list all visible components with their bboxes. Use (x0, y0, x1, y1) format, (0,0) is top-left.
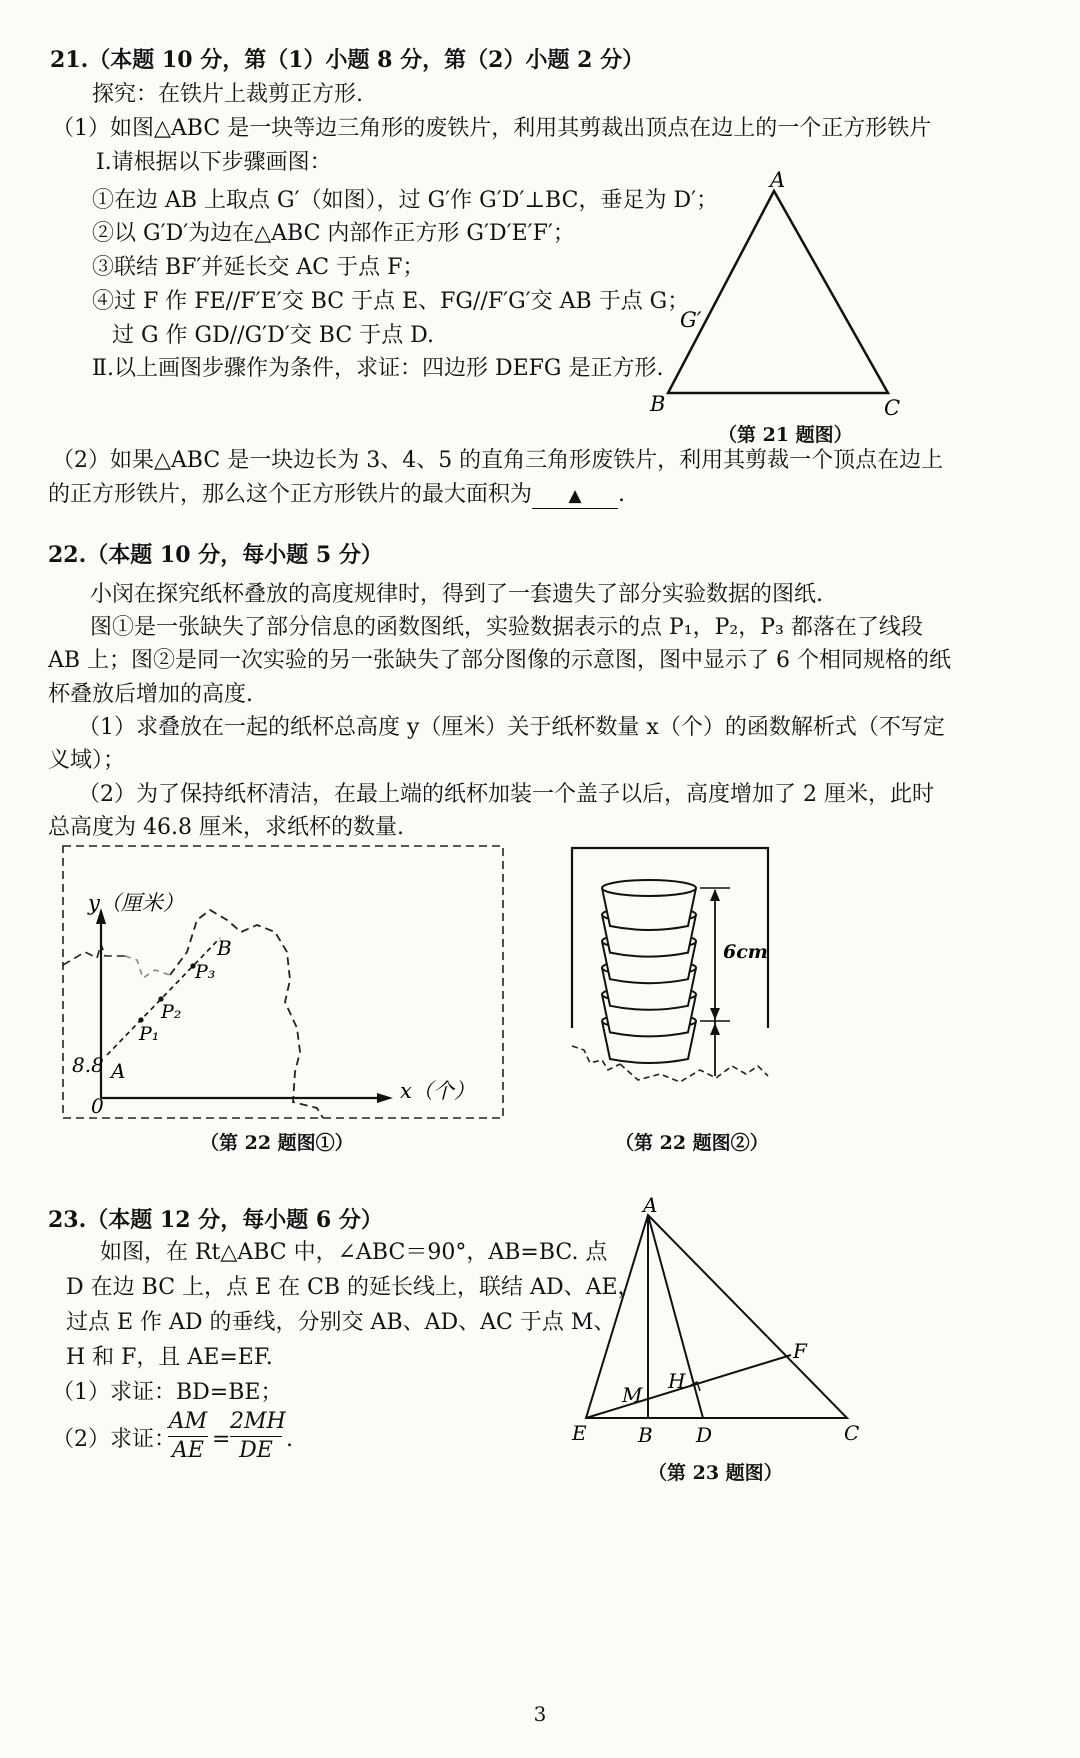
q21-part1: （1）如图△ABC 是一块等边三角形的废铁片，利用其剪裁出顶点在边上的一个正方形铁片 (52, 116, 932, 141)
q21-step-4: ④过 F 作 FE//F′E′交 BC 于点 E、FG//F′G′交 AB 于点 G； (92, 289, 690, 314)
q21-step-5: 过 G 作 GD//G′D′交 BC 于点 D. (112, 323, 435, 348)
q22-line-4: 杯叠放后增加的高度. (48, 682, 253, 707)
torn-edge-right (170, 910, 323, 1118)
q22-cups-figure (560, 838, 790, 1098)
x-axis-arrow (377, 1093, 393, 1103)
label-p3: P₃ (195, 961, 216, 983)
answer-blank: ▲ (532, 484, 618, 509)
q21-step-I: Ⅰ.请根据以下步骤画图： (96, 150, 332, 175)
fraction-right-numerator: 2MH (230, 1409, 286, 1434)
x-axis-label: x（个） (400, 1079, 475, 1103)
height-label: 6cm (723, 941, 768, 963)
q23-figure-caption: （第 23 题图） (648, 1462, 783, 1484)
dimension-arrow-lower (710, 1023, 720, 1035)
fraction-left-denominator: AE (168, 1436, 208, 1465)
y-axis-label: y（厘米） (88, 891, 184, 915)
q22-figure2-caption: （第 22 题图②） (615, 1132, 769, 1154)
q21-header: 21.（本题 10 分，第（1）小题 8 分，第（2）小题 2 分） (50, 47, 645, 73)
q23-part1: （1）求证：BD=BE； (52, 1380, 283, 1405)
page-number: 3 (533, 1702, 547, 1726)
cup-stack (602, 880, 696, 1063)
q21-part2-end: . (618, 482, 626, 507)
fraction-right-denominator: DE (230, 1436, 282, 1465)
q23-part2-prefix: （2）求证： (52, 1427, 176, 1452)
label-b: B (650, 392, 666, 416)
label-a: A (111, 1059, 126, 1083)
fraction-2mh-de (230, 1408, 286, 1465)
equals-sign: = (212, 1427, 231, 1452)
label-e: E (572, 1421, 587, 1445)
torn-edge-left (63, 944, 125, 965)
q22-graph-figure (55, 840, 515, 1130)
label-p1: P₁ (139, 1023, 160, 1045)
label-a: A (770, 168, 786, 192)
y-intercept-label: 8.8 (72, 1053, 104, 1077)
origin-label: 0 (91, 1094, 104, 1118)
q22-line-3: AB 上；图②是同一次实验的另一张缺失了部分图像的示意图，图中显示了 6 个相同规格的纸 (48, 648, 952, 673)
q21-figure-caption: （第 21 题图） (718, 424, 853, 446)
label-h: H (668, 1369, 686, 1393)
q23-line-3: 过点 E 作 AD 的垂线，分别交 AB、AD、AC 于点 M、 (66, 1310, 616, 1335)
q23-header: 23.（本题 12 分，每小题 6 分） (48, 1207, 383, 1233)
q23-line-1: 如图，在 Rt△ABC 中，∠ABC＝90°，AB=BC. 点 (100, 1240, 608, 1265)
cup-rim (602, 880, 696, 896)
fraction-am-ae (168, 1408, 208, 1465)
q22-header: 22.（本题 10 分，每小题 5 分） (48, 542, 383, 568)
q21-part2-text: 的正方形铁片，那么这个正方形铁片的最大面积为 (48, 482, 533, 507)
q21-step-1: ①在边 AB 上取点 G′（如图），过 G′作 G′D′⊥BC，垂足为 D′； (92, 188, 719, 213)
q22-line-2: 图①是一张缺失了部分信息的函数图纸，实验数据表示的点 P₁，P₂，P₃ 都落在了线段 (90, 615, 923, 640)
label-c: C (844, 1421, 860, 1445)
label-g-prime: G′ (680, 308, 702, 332)
dimension-arrow-up (710, 889, 720, 901)
q21-part2-line1: （2）如果△ABC 是一块边长为 3、4、5 的直角三角形废铁片，利用其剪裁一个顶点在边上 (52, 448, 944, 473)
torn-edge-bottom (620, 1064, 768, 1082)
label-a: A (643, 1193, 658, 1217)
q21-intro: 探究：在铁片上裁剪正方形. (92, 82, 363, 107)
fraction-left-numerator: AM (168, 1409, 208, 1434)
q21-step-3: ③联结 BF′并延长交 AC 于点 F； (92, 255, 425, 280)
q22-part2-cont: 总高度为 46.8 厘米，求纸杯的数量. (48, 815, 404, 840)
q21-figure (640, 165, 920, 420)
q23-line-2: D 在边 BC 上，点 E 在 CB 的延长线上，联结 AD、AE， (66, 1275, 640, 1300)
label-b: B (217, 936, 232, 960)
label-f: F (793, 1339, 807, 1363)
label-c: C (884, 396, 901, 420)
torn-edge-faint (125, 956, 170, 978)
q22-figure1-caption: （第 22 题图①） (200, 1132, 354, 1154)
dimension-arrow-down (710, 1008, 720, 1020)
label-d: D (696, 1423, 713, 1447)
q21-step-II: Ⅱ.以上画图步骤作为条件，求证：四边形 DEFG 是正方形. (92, 356, 664, 381)
triangle-abc (668, 191, 888, 393)
q22-part2: （2）为了保持纸杯清洁，在最上端的纸杯加装一个盖子以后，高度增加了 2 厘米，此时 (78, 782, 934, 807)
label-b: B (638, 1423, 653, 1447)
q22-line-1: 小闵在探究纸杯叠放的高度规律时，得到了一套遗失了部分实验数据的图纸. (90, 582, 823, 607)
q23-part2-end: . (286, 1427, 293, 1452)
q22-part1: （1）求叠放在一起的纸杯总高度 y（厘米）关于纸杯数量 x（个）的函数解析式（不写定 (78, 715, 945, 740)
point-p1 (138, 1017, 143, 1022)
q22-part1-cont: 义域）； (48, 748, 126, 773)
label-m: M (622, 1383, 643, 1407)
q21-step-2: ②以 G′D′为边在△ABC 内部作正方形 G′D′E′F′； (92, 221, 575, 246)
label-p2: P₂ (161, 1001, 182, 1023)
q23-line-4: H 和 F，且 AE=EF. (66, 1345, 273, 1370)
q21-part2-line2 (48, 480, 625, 510)
q23-figure (560, 1190, 880, 1460)
